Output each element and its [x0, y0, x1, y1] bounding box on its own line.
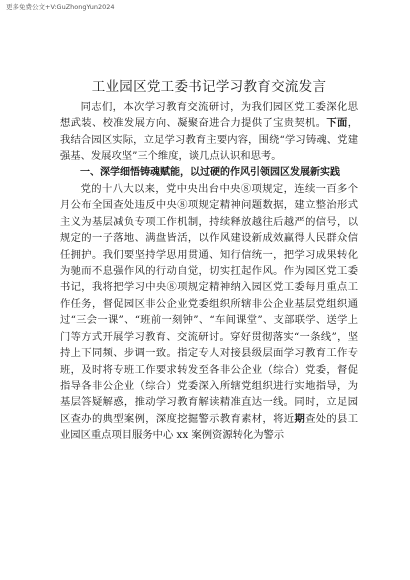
opening-rest-text: ，我结合园区实际，立足学习教育主要内容，围绕“学习铸魂、党建强基、发展攻坚”三个维度，谈几点认识和思考。	[60, 117, 358, 163]
opening-bold-text: 下面	[326, 117, 348, 130]
document-title: 工业园区党工委书记学习教育交流发言	[91, 79, 327, 95]
watermark-text: 更多免费公文+V:GuZhongYun2024	[6, 3, 115, 11]
section-1-bold-text: 期	[294, 412, 306, 425]
opening-paragraph	[60, 99, 358, 165]
document-body	[60, 78, 358, 444]
section-1-tail-text: 查处的县工业园区重点项目服务中心 xx 案例资源转化为警示	[60, 412, 359, 442]
section-1-text: 党的十八大以来，党中央出台中央⑧项规定，连续一百多个月公布全国查处违反中央⑧项规定精神问题数据，建立整治形式主义为基层减负专项工作机制，持续释放越往后越严的信号，以规定的一子落地、满盘皆活，以作风建设新成效赢得人民群众信任拥护。我们要坚持学思用贯通、知行信统一，把学习成果转化为驰而不息强作风的行动自觉，切实扛起作风。作为园区党工委书记，我将把学习中央⑧项规定精神纳入园区党工委每月重点工作任务，督促园区非公企业党委组织所辖非公企业基层党组织通过“三会一课”、“班前一刻钟”、“车间课堂”、支部联学、送学上门等方式开展学习教育、交流研讨。穿好贯彻落实“一条线”，坚持上下同频、步调一致。指定专人对接县级层面学习教育工作专班，及时将专班工作要求转发至各非公企业（综合）党委，督促指导各非公企业（综合）党委深入所辖党组织进行实地指导，为基层答疑解惑，推动学习教育解读精准直达一线。同时，立足园区查办的典型案例，深度挖掘警示教育素材，将近	[60, 183, 358, 425]
section-1-paragraph	[60, 181, 358, 444]
opening-lead-text: 同志们，本次学习教育交流研讨，为我们园区党工委深化思想武装、校准发展方向、凝聚奋进合力提供了宝贵契机。	[60, 101, 358, 130]
section-heading-1: 一、深学细悟铸魂赋能，以过硬的作风引领园区发展新实践	[80, 166, 340, 178]
